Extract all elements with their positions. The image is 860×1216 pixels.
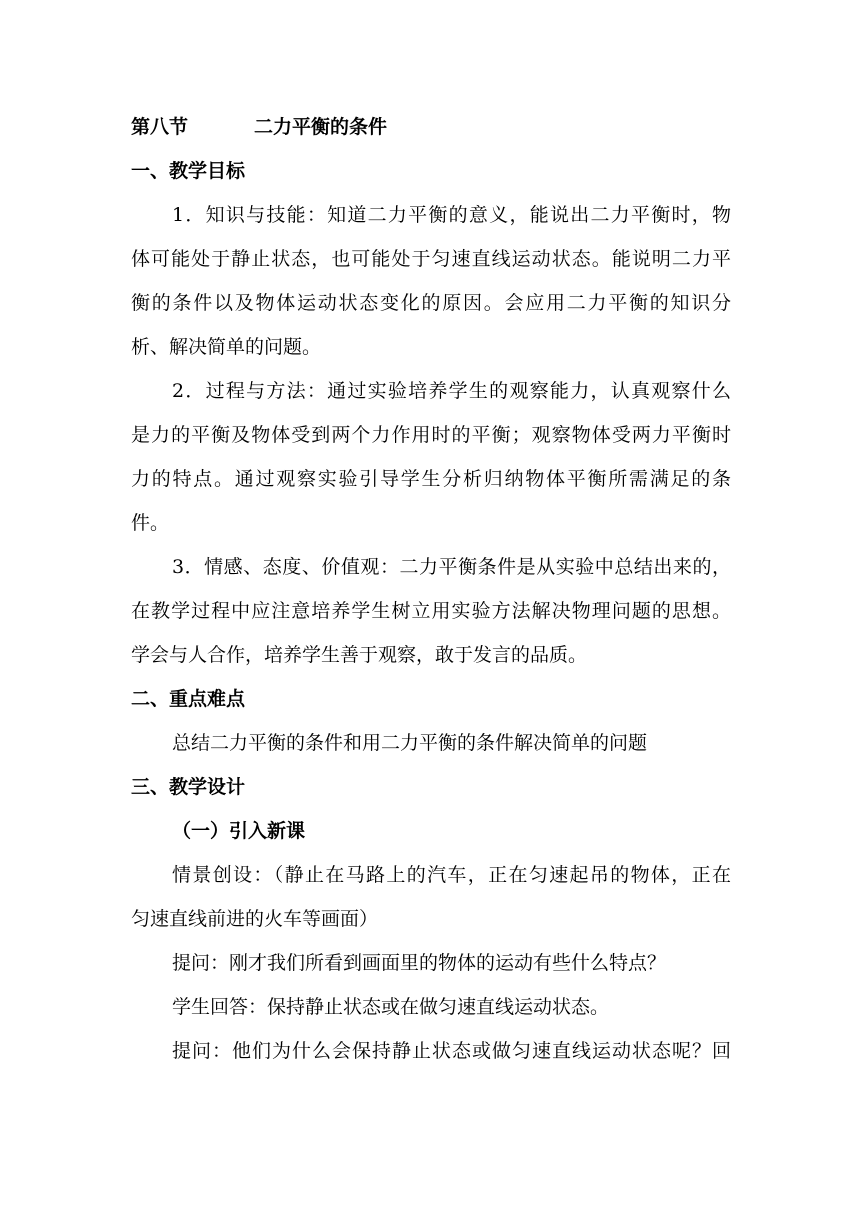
heading-goals: 一、教学目标 — [131, 160, 246, 182]
scene-paragraph — [131, 853, 731, 941]
question-1: 提问：刚才我们所看到画面里的物体的运动有些什么特点？ — [172, 952, 667, 974]
answer-1: 学生回答：保持静止状态或在做匀速直线运动状态。 — [172, 996, 610, 1018]
key-points-text: 总结二力平衡的条件和用二力平衡的条件解决简单的问题 — [172, 732, 648, 754]
goal-paragraph-3 — [131, 545, 731, 677]
paragraph-line: 3．情感、态度、价值观：二力平衡条件是从实验中总结出来的， — [172, 556, 731, 578]
section-number: 第八节 — [131, 116, 189, 138]
paragraph-line: 2．过程与方法：通过实验培养学生的观察能力，认真观察什么 — [172, 380, 731, 402]
question-2: 提问：他们为什么会保持静止状态或做匀速直线运动状态呢？回 — [172, 1040, 731, 1062]
heading-key-points: 二、重点难点 — [131, 688, 246, 710]
heading-design: 三、教学设计 — [131, 776, 246, 798]
goal-paragraph-1 — [131, 193, 731, 369]
paragraph-line: 情景创设：（静止在马路上的汽车，正在匀速起吊的物体，正在 — [172, 864, 731, 886]
section-name: 二力平衡的条件 — [254, 116, 388, 138]
paragraph-line: 体可能处于静止状态，也可能处于匀速直线运动状态。能说明二力平 — [131, 248, 731, 270]
paragraph-line: 析、解决简单的问题。 — [131, 336, 322, 358]
paragraph-line: 力的特点。通过观察实验引导学生分析归纳物体平衡所需满足的条 — [131, 468, 731, 490]
paragraph-line: 匀速直线前进的火车等画面） — [131, 908, 379, 930]
section-title — [131, 105, 731, 149]
paragraph-line: 是力的平衡及物体受到两个力作用时的平衡；观察物体受两力平衡时 — [131, 424, 731, 446]
paragraph-line: 1．知识与技能：知道二力平衡的意义，能说出二力平衡时，物 — [172, 204, 731, 226]
paragraph-line: 件。 — [131, 512, 170, 534]
paragraph-line: 学会与人合作，培养学生善于观察，敢于发言的品质。 — [131, 644, 588, 666]
paragraph-line: 在教学过程中应注意培养学生树立用实验方法解决物理问题的思想。 — [131, 600, 731, 622]
paragraph-line: 衡的条件以及物体运动状态变化的原因。会应用二力平衡的知识分 — [131, 292, 731, 314]
document-page — [131, 105, 731, 1073]
goal-paragraph-2 — [131, 369, 731, 545]
heading-intro: （一）引入新课 — [172, 820, 306, 842]
